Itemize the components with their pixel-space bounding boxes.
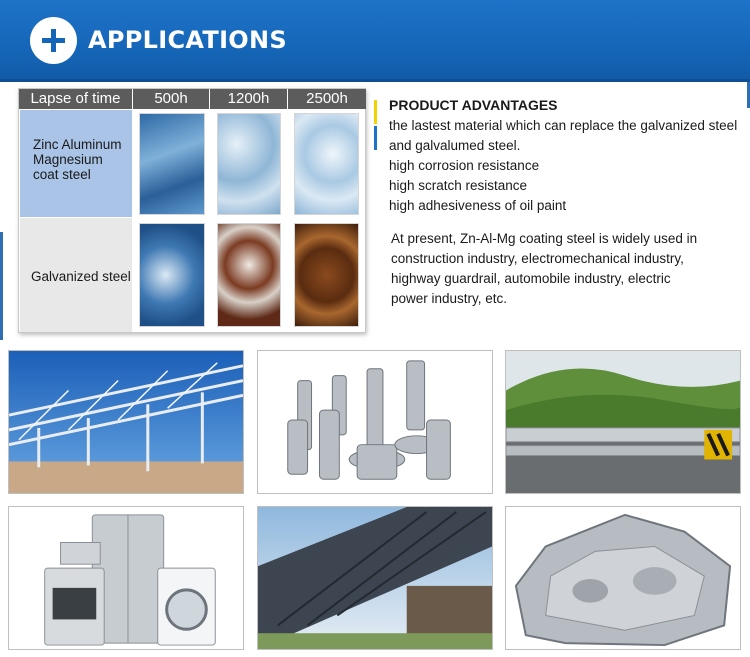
corrosion-comparison-table <box>18 88 366 333</box>
advantage-line-1: the lastest material which can replace the galvanized steel <box>389 118 738 133</box>
advantage-line-4: high scratch resistance <box>389 178 528 193</box>
photo-solar-panel-canopy <box>257 506 493 650</box>
zam-2500h-sample-image <box>294 113 359 215</box>
photo-solar-mounting-structure <box>8 350 244 494</box>
section-title: APPLICATIONS <box>88 26 287 54</box>
advantage-line-5: high adhesiveness of oil paint <box>389 198 567 213</box>
zam-row-label-line-2: Magnesium <box>33 152 103 167</box>
column-header-500h: 500h <box>133 89 209 109</box>
accent-bar-yellow <box>374 100 377 124</box>
accent-bar-blue <box>374 126 377 150</box>
usage-paragraph: At present, Zn-Al-Mg coating steel is widely used in construction industry, electromechanical industry, highway guardrail, automobile industry, electric power industry, etc. <box>391 231 698 306</box>
photo-home-appliances <box>8 506 244 650</box>
advantage-line-2: and galvalumed steel. <box>389 138 521 153</box>
photo-machined-metal-parts <box>257 350 493 494</box>
photo-automobile-panel <box>505 506 741 650</box>
photo-highway-guardrail <box>505 350 741 494</box>
galvanized-1200h-sample-image <box>217 223 281 327</box>
advantages-title: PRODUCT ADVANTAGES <box>389 97 558 113</box>
zam-500h-sample-image <box>139 113 205 215</box>
galvanized-500h-sample-image <box>139 223 205 327</box>
zam-row-label-line-1: Zinc Aluminum <box>33 137 122 152</box>
galvanized-row-label: Galvanized steel <box>31 269 131 284</box>
galvanized-2500h-sample-image <box>294 223 359 327</box>
column-header-1200h: 1200h <box>210 89 287 109</box>
advantage-line-3: high corrosion resistance <box>389 158 540 173</box>
zam-row-label-line-3: coat steel <box>33 167 91 182</box>
column-header-lapse: Lapse of time <box>19 89 132 109</box>
plus-icon <box>30 17 77 64</box>
side-accent-left <box>0 232 3 340</box>
column-header-2500h: 2500h <box>288 89 366 109</box>
zam-1200h-sample-image <box>217 113 281 215</box>
applications-banner <box>0 0 750 82</box>
